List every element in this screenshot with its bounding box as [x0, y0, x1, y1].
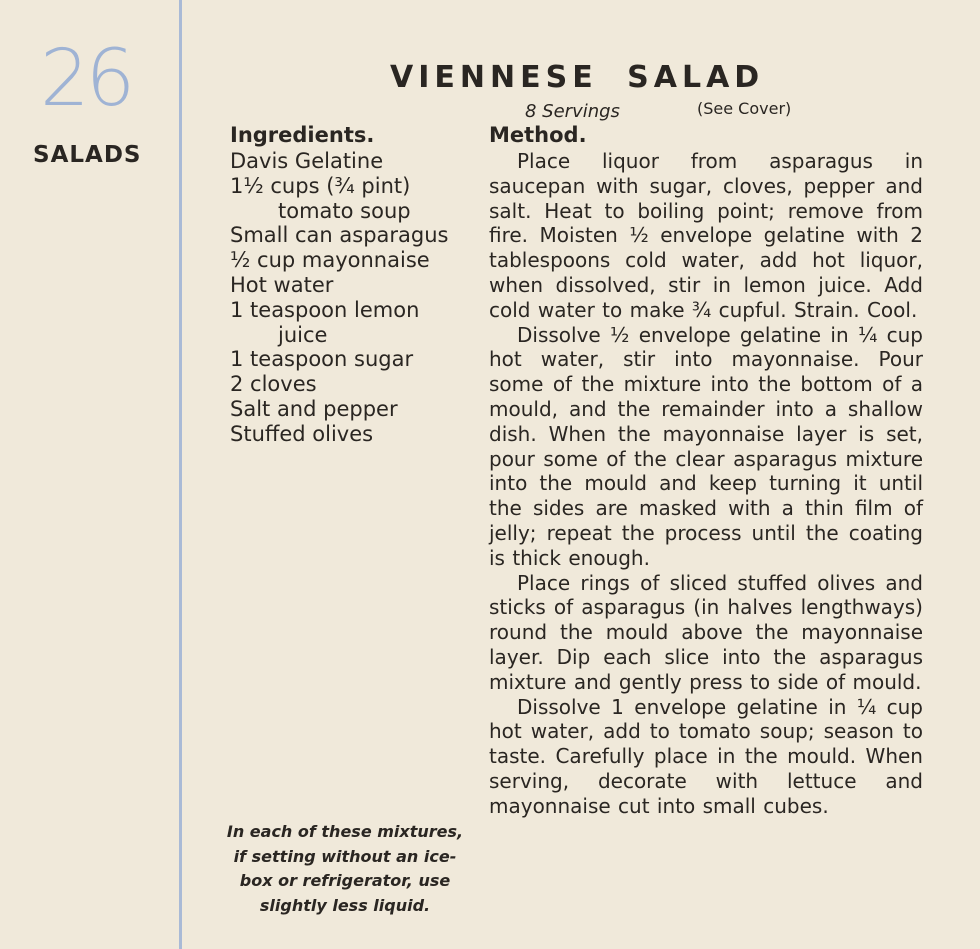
ingredient-item: tomato soup [278, 198, 411, 223]
ingredient-item: 1 teaspoon sugar [230, 347, 414, 372]
method-section [489, 122, 923, 819]
ingredient-item: ½ cup mayonnaise [230, 248, 430, 273]
ingredient-item: Salt and pepper [230, 396, 398, 421]
ingredients-list [230, 122, 475, 447]
ingredient-item: Davis Gelatine [230, 149, 384, 173]
ingredient-item: Hot water [230, 272, 334, 297]
ingredient-item: Small can asparagus [230, 223, 449, 248]
ingredient-item: 1 teaspoon lemon [230, 297, 420, 322]
margin-rule [179, 0, 182, 949]
method-paragraph: Place liquor from asparagus in saucepan with sugar, cloves, pepper and salt. Heat to boiling point; remove from fire. Moisten ½ envelope gelatine with 2 tablespoons cold water, add hot liquor, when dissolved, stir in lemon juice. Add cold water to make ¾ cupful. Strain. Cool. [489, 149, 923, 322]
method-paragraph: Place rings of sliced stuffed olives and sticks of asparagus (in halves lengthways) round the mould above the mayonnaise layer. Dip each slice into the asparagus mixture and gently press to side of mould. [489, 570, 923, 694]
ingredients-heading: Ingredients. [230, 123, 375, 147]
servings-label: 8 Servings [525, 101, 620, 122]
cover-note: (See Cover) [697, 99, 792, 118]
method-heading: Method. [489, 123, 587, 147]
ingredient-item: Stuffed olives [230, 421, 374, 446]
ingredient-item: juice [278, 322, 328, 347]
ingredient-item: 2 cloves [230, 372, 317, 397]
section-title: SALADS [33, 142, 142, 168]
recipe-title: VIENNESE SALAD [390, 60, 765, 95]
method-paragraph: Dissolve 1 envelope gelatine in ¼ cup hot water, add to tomato soup; season to taste. Carefully place in the mould. When serving, decorate with lettuce and mayonnaise cut into small cubes. [489, 694, 923, 818]
ingredient-item: 1½ cups (¾ pint) [230, 173, 411, 198]
page-number: 26 [40, 34, 132, 124]
method-paragraph: Dissolve ½ envelope gelatine in ¼ cup hot water, stir into mayonnaise. Pour some of the mixture into the bottom of a mould, and the remainder into a shallow dish. When the mayonnaise layer is set, pour some of the clear asparagus mixture into the mould and keep turning it until the sides are masked with a thin film of jelly; repeat the process until the coating is thick enough. [489, 322, 923, 570]
footnote: In each of these mixtures, if setting without an ice-box or refrigerator, use slightly less liquid. [226, 822, 464, 915]
